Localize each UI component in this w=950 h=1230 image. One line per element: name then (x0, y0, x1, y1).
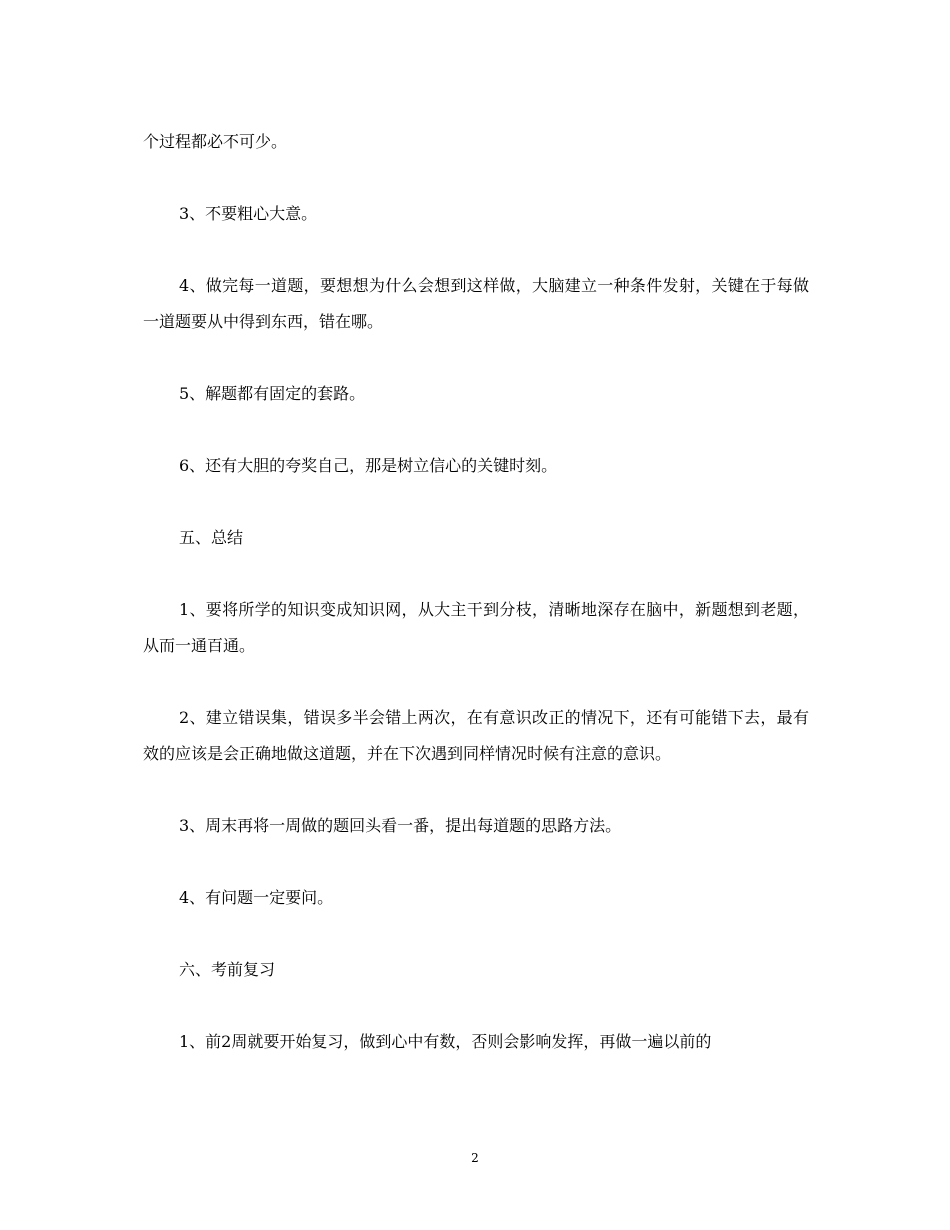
list-item-reflect: 4、做完每一道题，要想想为什么会想到这样做，大脑建立一种条件发射，关键在于每做一道题要从中得到东西，错在哪。 (143, 276, 809, 331)
document-body (143, 124, 809, 1060)
list-item-routine: 5、解题都有固定的套路。 (179, 384, 366, 403)
page-number: 2 (471, 1151, 479, 1165)
list-item-error-collection: 2、建立错误集，错误多半会错上两次，在有意识改正的情况下，还有可能错下去，最有效的应该是会正确地做这道题，并在下次遇到同样情况时候有注意的意识。 (143, 708, 809, 763)
list-item-early-review: 1、前2周就要开始复习，做到心中有数，否则会影响发挥，再做一遍以前的 (179, 1032, 712, 1051)
list-item-weekly-review: 3、周末再将一周做的题回头看一番，提出每道题的思路方法。 (179, 816, 622, 835)
section-heading-exam-review: 六、考前复习 (179, 960, 276, 979)
list-item-confidence: 6、还有大胆的夸奖自己，那是树立信心的关键时刻。 (179, 456, 558, 475)
list-item-careful: 3、不要粗心大意。 (179, 204, 318, 223)
section-heading-summary: 五、总结 (179, 528, 244, 547)
list-item-ask-questions: 4、有问题一定要问。 (179, 888, 334, 907)
list-item-knowledge-network: 1、要将所学的知识变成知识网，从大主干到分枝，清晰地深存在脑中，新题想到老题，从而一通百通。 (143, 600, 809, 655)
paragraph-continuation: 个过程都必不可少。 (143, 132, 288, 151)
